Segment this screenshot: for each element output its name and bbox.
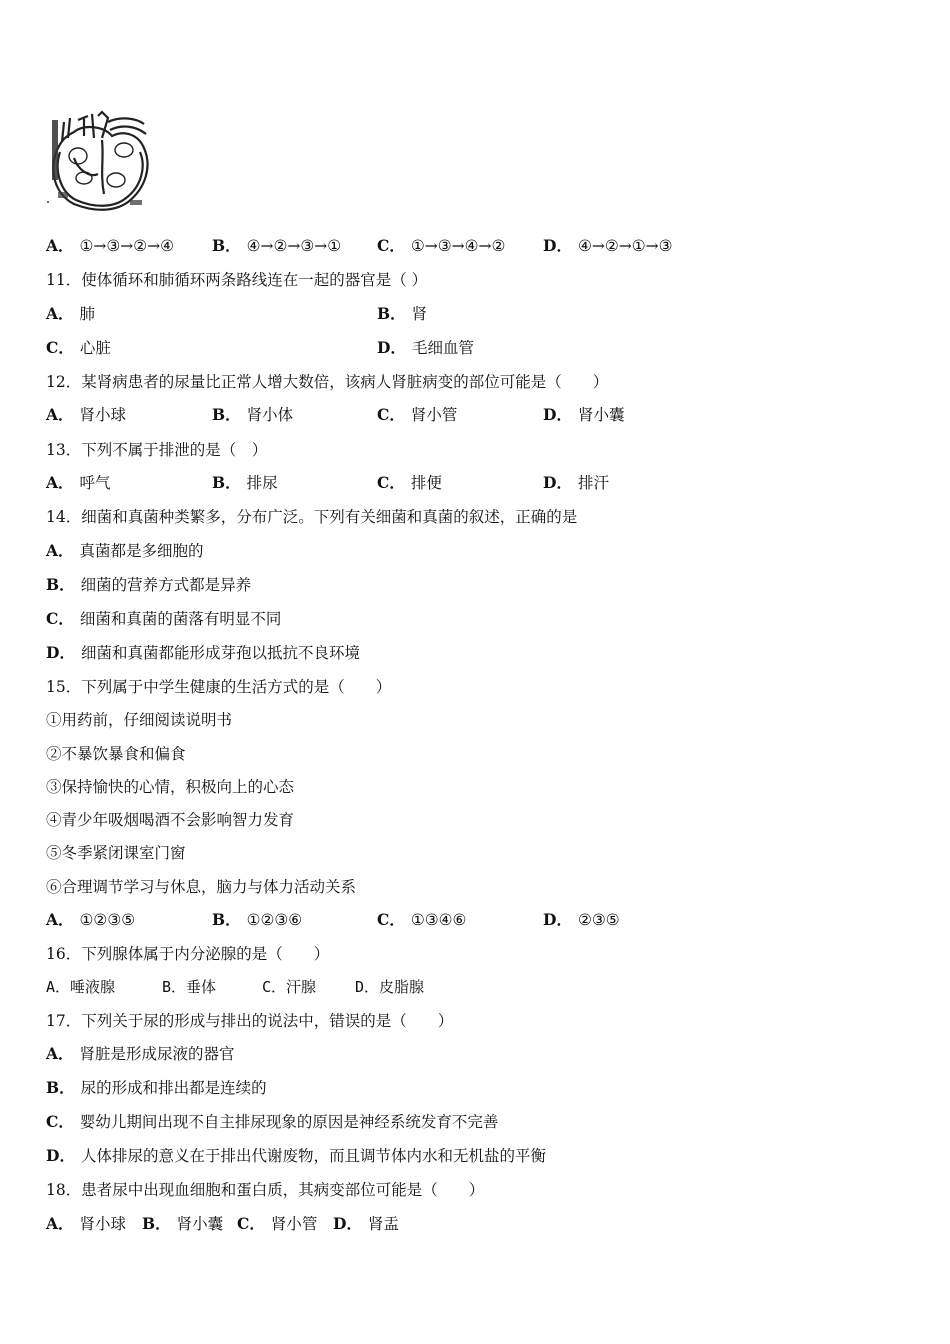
q14-option-c[interactable]: C． 细菌和真菌的菌落有明显不同 bbox=[46, 609, 282, 628]
q12-option-d[interactable]: D． 肾小囊 bbox=[543, 405, 625, 424]
q17-option-c[interactable]: C． 婴幼儿期间出现不自主排尿现象的原因是神经系统发育不完善 bbox=[46, 1112, 499, 1131]
q10-option-d[interactable]: D． ④→②→①→③ bbox=[543, 236, 673, 255]
q13-option-c[interactable]: C． 排便 bbox=[377, 473, 442, 492]
q13-stem: 13．下列不属于排泄的是（ ） bbox=[46, 441, 268, 459]
q14-stem: 14．细菌和真菌种类繁多，分布广泛。下列有关细菌和真菌的叙述，正确的是 bbox=[46, 508, 578, 526]
q18-option-c[interactable]: C． 肾小管 bbox=[237, 1214, 318, 1233]
q18-option-a[interactable]: A． 肾小球 bbox=[46, 1214, 127, 1233]
q14-option-a[interactable]: A． 真菌都是多细胞的 bbox=[46, 541, 204, 560]
q15-item: ⑥合理调节学习与休息，脑力与体力活动关系 bbox=[46, 878, 357, 896]
q14-option-b[interactable]: B． 细菌的营养方式都是异养 bbox=[46, 575, 252, 594]
q18-option-d[interactable]: D． 肾盂 bbox=[333, 1214, 399, 1233]
q16-option-b[interactable]: B．垂体 bbox=[162, 978, 217, 996]
q16-option-a[interactable]: A．唾液腺 bbox=[46, 978, 116, 996]
q15-item: ④青少年吸烟喝酒不会影响智力发育 bbox=[46, 811, 295, 829]
q15-option-a[interactable]: A． ①②③⑤ bbox=[46, 910, 136, 929]
q11-option-d[interactable]: D． 毛细血管 bbox=[377, 338, 474, 357]
q15-item: ②不暴饮暴食和偏食 bbox=[46, 745, 186, 763]
q15-stem: 15．下列属于中学生健康的生活方式的是（ ） bbox=[46, 678, 392, 696]
q16-option-d[interactable]: D．皮脂腺 bbox=[355, 978, 425, 996]
heart-diagram bbox=[44, 108, 162, 216]
q17-option-d[interactable]: D． 人体排尿的意义在于排出代谢废物，而且调节体内水和无机盐的平衡 bbox=[46, 1146, 546, 1165]
q15-option-c[interactable]: C． ①③④⑥ bbox=[377, 910, 467, 929]
q15-item: ⑤冬季紧闭课室门窗 bbox=[46, 844, 186, 862]
q12-option-b[interactable]: B． 肾小体 bbox=[212, 405, 294, 424]
q10-option-b[interactable]: B． ④→②→③→① bbox=[212, 236, 342, 255]
q11-option-c[interactable]: C． 心脏 bbox=[46, 338, 111, 357]
q17-option-a[interactable]: A． 肾脏是形成尿液的器官 bbox=[46, 1044, 235, 1063]
q13-option-d[interactable]: D． 排汗 bbox=[543, 473, 609, 492]
q15-item: ③保持愉快的心情，积极向上的心态 bbox=[46, 778, 295, 796]
q15-item: ①用药前，仔细阅读说明书 bbox=[46, 711, 233, 729]
q13-option-a[interactable]: A． 呼气 bbox=[46, 473, 111, 492]
q11-stem: 11．使体循环和肺循环两条路线连在一起的器官是（ ） bbox=[46, 271, 428, 289]
q15-option-d[interactable]: D． ②③⑤ bbox=[543, 910, 620, 929]
q16-stem: 16．下列腺体属于内分泌腺的是（ ） bbox=[46, 945, 330, 963]
q18-option-b[interactable]: B． 肾小囊 bbox=[142, 1214, 224, 1233]
q15-option-b[interactable]: B． ①②③⑥ bbox=[212, 910, 303, 929]
q10-option-a[interactable]: A． ①→③→②→④ bbox=[46, 236, 175, 255]
q12-stem: 12．某肾病患者的尿量比正常人增大数倍，该病人肾脏病变的部位可能是（ ） bbox=[46, 373, 609, 391]
q10-option-c[interactable]: C． ①→③→④→② bbox=[377, 236, 506, 255]
q11-option-a[interactable]: A． 肺 bbox=[46, 304, 96, 323]
q17-stem: 17．下列关于尿的形成与排出的说法中，错误的是（ ） bbox=[46, 1012, 454, 1030]
q12-option-a[interactable]: A． 肾小球 bbox=[46, 405, 127, 424]
q14-option-d[interactable]: D． 细菌和真菌都能形成芽孢以抵抗不良环境 bbox=[46, 643, 360, 662]
q16-option-c[interactable]: C．汗腺 bbox=[262, 978, 317, 996]
q12-option-c[interactable]: C． 肾小管 bbox=[377, 405, 458, 424]
q13-option-b[interactable]: B． 排尿 bbox=[212, 473, 278, 492]
q11-option-b[interactable]: B． 肾 bbox=[377, 304, 428, 323]
q18-stem: 18．患者尿中出现血细胞和蛋白质，其病变部位可能是（ ） bbox=[46, 1181, 485, 1199]
q17-option-b[interactable]: B． 尿的形成和排出都是连续的 bbox=[46, 1078, 267, 1097]
